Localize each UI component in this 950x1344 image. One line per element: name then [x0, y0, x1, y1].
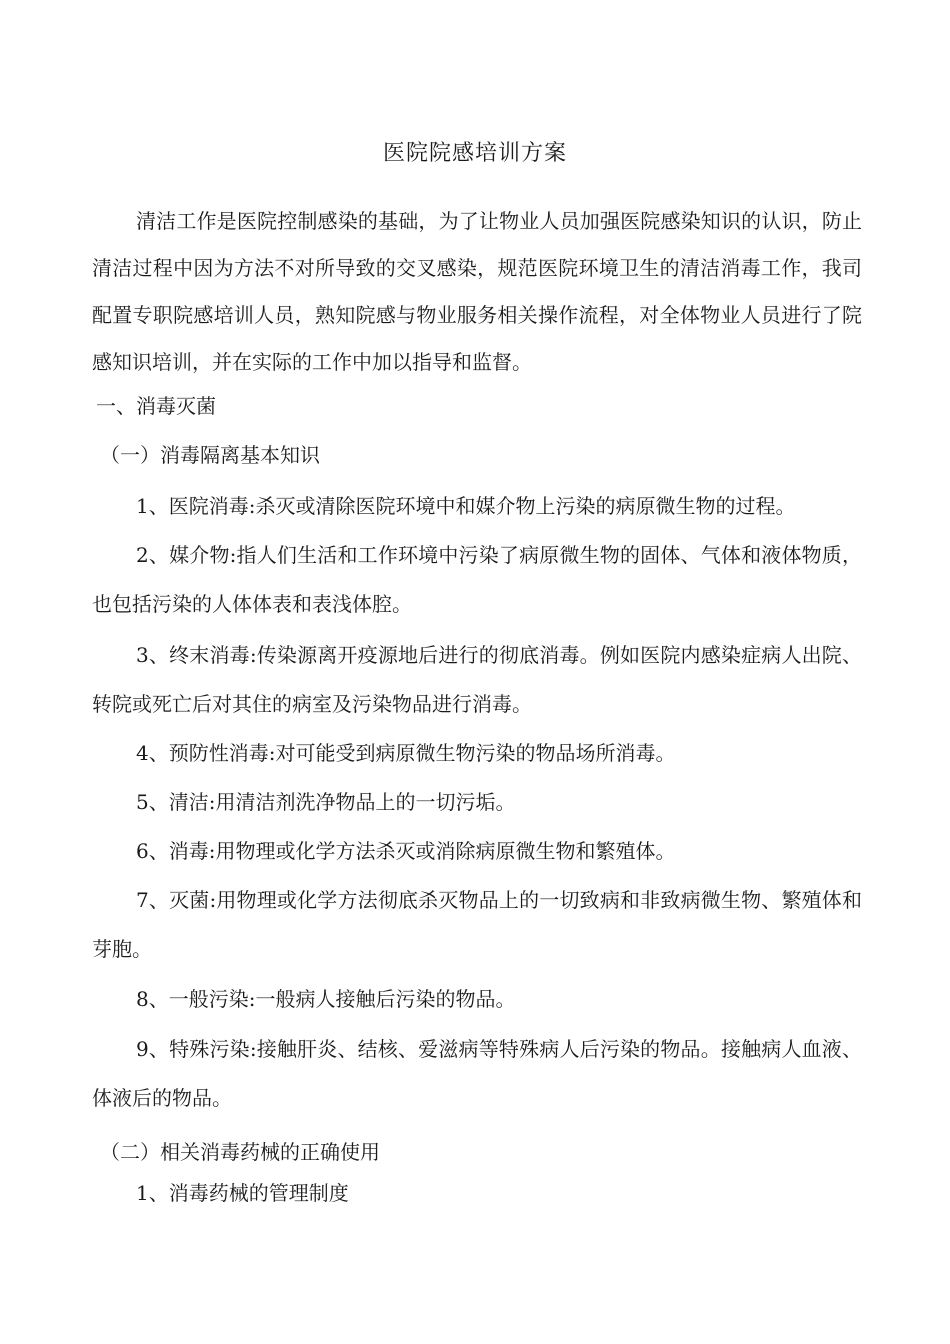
list-item: 6、消毒:用物理或化学方法杀灭或消除病原微生物和繁殖体。: [136, 839, 676, 863]
section-heading-disinfection: 一、消毒灭菌: [96, 394, 216, 418]
intro-paragraph: 清洁工作是医院控制感染的基础，为了让物业人员加强医院感染知识的认识，防止清洁过程中因为方法不对所导致的交叉感染，规范医院环境卫生的清洁消毒工作，我司配置专职院感培训人员，熟知院感与物业服务相关操作流程，对全体物业人员进行了院感知识培训，并在实际的工作中加以指导和监督。: [92, 209, 862, 374]
sub-item-management-system: 1、消毒药械的管理制度: [136, 1181, 349, 1205]
document-title: 医院院感培训方案: [382, 141, 567, 166]
list-item: 5、清洁:用清洁剂洗净物品上的一切污垢。: [136, 790, 516, 814]
list-item: 4、预防性消毒:对可能受到病原微生物污染的物品场所消毒。: [136, 741, 676, 765]
list-item: 3、终末消毒:传染源离开疫源地后进行的彻底消毒。例如医院内感染症病人出院、转院或死亡后对其住的病室及污染物品进行消毒。: [92, 643, 862, 716]
list-item: 9、特殊污染:接触肝炎、结核、爱滋病等特殊病人后污染的物品。接触病人血液、体液后的物品。: [92, 1037, 862, 1110]
list-item: 2、媒介物:指人们生活和工作环境中污染了病原微生物的固体、气体和液体物质，也包括污染的人体体表和表浅体腔。: [92, 543, 862, 616]
list-item: 7、灭菌:用物理或化学方法彻底杀灭物品上的一切致病和非致病微生物、繁殖体和芽胞。: [92, 888, 862, 961]
subsection-heading-disinfectant-usage: （二）相关消毒药械的正确使用: [100, 1140, 380, 1164]
list-item: 8、一般污染:一般病人接触后污染的物品。: [136, 987, 516, 1011]
list-item: 1、医院消毒:杀灭或清除医院环境中和媒介物上污染的病原微生物的过程。: [136, 494, 796, 518]
subsection-heading-basic-knowledge: （一）消毒隔离基本知识: [100, 443, 320, 467]
